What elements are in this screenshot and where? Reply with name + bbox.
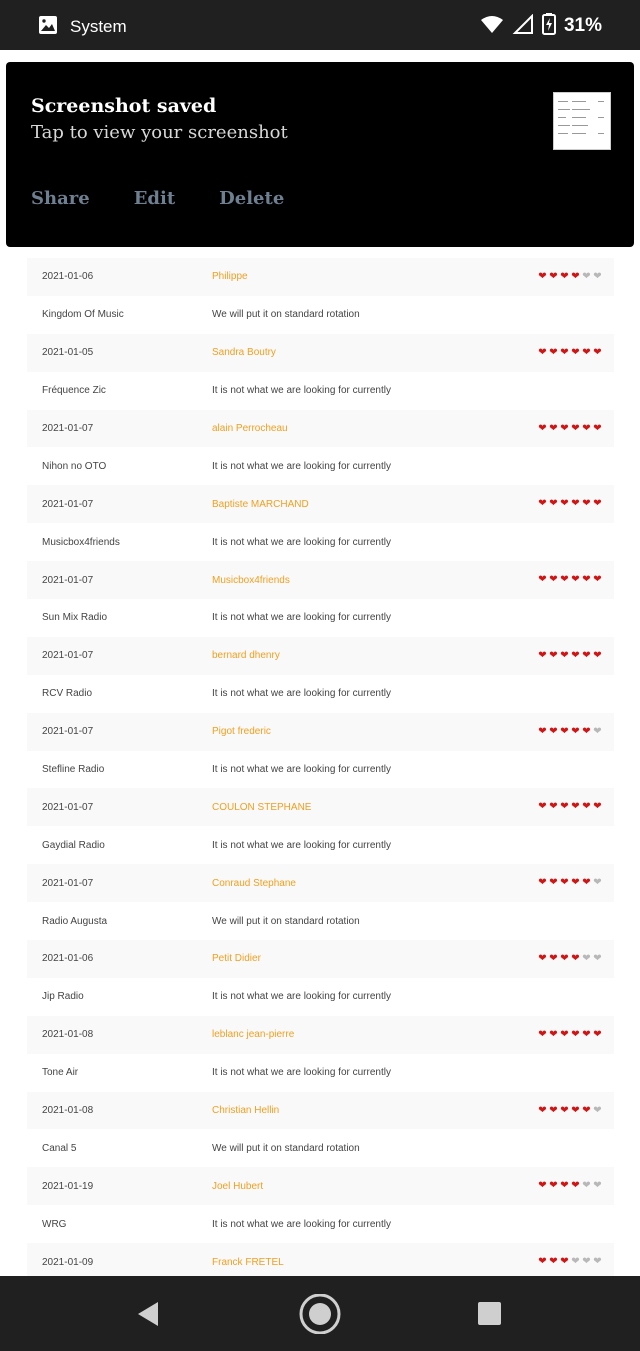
reviewer-name[interactable]: Christian Hellin (212, 1105, 280, 1117)
heart-full-icon: ❤ (549, 725, 558, 737)
station-row (27, 675, 614, 713)
heart-full-icon: ❤ (582, 498, 591, 510)
notification-title: Screenshot saved (31, 95, 217, 117)
heart-full-icon: ❤ (560, 1256, 569, 1268)
review-message: It is not what we are looking for currently (212, 1218, 391, 1230)
heart-full-icon: ❤ (538, 1180, 547, 1192)
heart-full-icon: ❤ (593, 574, 602, 586)
review-date: 2021-01-07 (42, 423, 94, 434)
heart-full-icon: ❤ (538, 952, 547, 964)
heart-full-icon: ❤ (560, 725, 569, 737)
heart-empty-icon: ❤ (593, 725, 602, 737)
heart-full-icon: ❤ (549, 952, 558, 964)
heart-full-icon: ❤ (582, 877, 591, 889)
heart-full-icon: ❤ (549, 574, 558, 586)
review-date: 2021-01-05 (42, 347, 94, 359)
heart-full-icon: ❤ (560, 952, 569, 964)
heart-full-icon: ❤ (582, 649, 591, 661)
rating-hearts (537, 499, 607, 509)
status-bar (0, 0, 640, 50)
heart-full-icon: ❤ (582, 725, 591, 737)
rating-hearts (537, 802, 607, 812)
heart-full-icon: ❤ (571, 422, 580, 434)
status-app-name: System (70, 17, 127, 36)
station-row (27, 1205, 614, 1243)
back-button[interactable] (134, 1294, 162, 1338)
station-name: Stefline Radio (42, 764, 105, 776)
heart-full-icon: ❤ (571, 346, 580, 358)
review-message: It is not what we are looking for currently (212, 764, 391, 776)
heart-full-icon: ❤ (582, 801, 591, 813)
rating-hearts (537, 651, 607, 661)
rating-hearts (537, 878, 607, 888)
heart-full-icon: ❤ (538, 801, 547, 813)
heart-full-icon: ❤ (560, 498, 569, 510)
heart-full-icon: ❤ (571, 1180, 580, 1192)
review-date: 2021-01-19 (42, 1180, 94, 1192)
review-message: It is not what we are looking for currently (212, 839, 391, 851)
heart-full-icon: ❤ (549, 801, 558, 813)
reviewer-name[interactable]: bernard dhenry (212, 650, 280, 662)
station-name: Gaydial Radio (42, 839, 105, 851)
station-name: Jip Radio (42, 991, 84, 1003)
station-name: Canal 5 (42, 1142, 77, 1154)
station-row (27, 826, 614, 864)
rating-hearts (537, 272, 607, 282)
reviewer-name[interactable]: COULON STEPHANE (212, 801, 312, 813)
screenshot-notification[interactable] (6, 62, 634, 247)
rating-hearts (537, 727, 607, 737)
heart-full-icon: ❤ (560, 422, 569, 434)
heart-full-icon: ❤ (538, 574, 547, 586)
heart-full-icon: ❤ (560, 1104, 569, 1116)
heart-full-icon: ❤ (549, 649, 558, 661)
review-message: It is not what we are looking for currently (212, 460, 391, 472)
station-name: Sun Mix Radio (42, 612, 108, 624)
rating-hearts (537, 424, 607, 434)
heart-full-icon: ❤ (538, 725, 547, 737)
heart-full-icon: ❤ (582, 574, 591, 586)
station-name: Musicbox4friends (42, 536, 120, 548)
review-row (27, 334, 614, 372)
image-icon (38, 15, 58, 39)
rating-hearts (537, 954, 607, 964)
home-button[interactable] (297, 1294, 343, 1338)
heart-full-icon: ❤ (571, 498, 580, 510)
heart-full-icon: ❤ (593, 346, 602, 358)
heart-full-icon: ❤ (593, 801, 602, 813)
heart-full-icon: ❤ (571, 574, 580, 586)
heart-empty-icon: ❤ (593, 952, 602, 964)
reviewer-name[interactable]: Franck FRETEL (212, 1256, 284, 1268)
heart-full-icon: ❤ (538, 649, 547, 661)
heart-full-icon: ❤ (538, 270, 547, 282)
heart-full-icon: ❤ (571, 1028, 580, 1040)
station-row (27, 447, 614, 485)
heart-full-icon: ❤ (560, 270, 569, 282)
review-message: It is not what we are looking for currently (212, 536, 391, 548)
heart-full-icon: ❤ (560, 1180, 569, 1192)
heart-full-icon: ❤ (582, 1028, 591, 1040)
heart-full-icon: ❤ (549, 1104, 558, 1116)
reviewer-name[interactable]: Philippe (212, 271, 248, 283)
reviewer-name[interactable]: alain Perrocheau (212, 423, 288, 434)
heart-empty-icon: ❤ (593, 1104, 602, 1116)
heart-full-icon: ❤ (549, 270, 558, 282)
station-row (27, 978, 614, 1016)
station-row (27, 902, 614, 940)
station-name: WRG (42, 1218, 67, 1230)
reviewer-name[interactable]: Sandra Boutry (212, 347, 276, 359)
heart-full-icon: ❤ (582, 422, 591, 434)
review-message: It is not what we are looking for currently (212, 688, 391, 700)
rating-hearts (537, 348, 607, 358)
station-name: Fréquence Zic (42, 385, 106, 397)
heart-empty-icon: ❤ (593, 1180, 602, 1192)
heart-full-icon: ❤ (571, 270, 580, 282)
review-message: It is not what we are looking for currently (212, 385, 391, 397)
heart-full-icon: ❤ (549, 422, 558, 434)
review-date: 2021-01-06 (42, 953, 94, 965)
heart-full-icon: ❤ (538, 877, 547, 889)
review-message: We will put it on standard rotation (212, 915, 360, 927)
heart-full-icon: ❤ (549, 1180, 558, 1192)
reviewer-name[interactable]: Joel Hubert (212, 1180, 264, 1192)
station-row (27, 599, 614, 637)
heart-full-icon: ❤ (571, 1104, 580, 1116)
heart-full-icon: ❤ (560, 346, 569, 358)
heart-empty-icon: ❤ (582, 1180, 591, 1192)
heart-full-icon: ❤ (582, 1104, 591, 1116)
review-date: 2021-01-07 (42, 498, 94, 510)
notification-subtitle: Tap to view your screenshot (31, 122, 288, 143)
review-row (27, 258, 614, 296)
review-date: 2021-01-08 (42, 1029, 94, 1041)
heart-empty-icon: ❤ (582, 270, 591, 282)
heart-full-icon: ❤ (549, 1256, 558, 1268)
heart-full-icon: ❤ (549, 1028, 558, 1040)
station-name: Radio Augusta (42, 915, 108, 927)
review-row (27, 864, 614, 902)
heart-full-icon: ❤ (582, 346, 591, 358)
heart-full-icon: ❤ (560, 877, 569, 889)
review-row (27, 940, 614, 978)
review-date: 2021-01-09 (42, 1256, 94, 1268)
share-button[interactable]: Share (31, 188, 90, 209)
heart-full-icon: ❤ (538, 422, 547, 434)
heart-full-icon: ❤ (571, 877, 580, 889)
wifi-icon (480, 14, 504, 38)
review-message: It is not what we are looking for currently (212, 1067, 391, 1079)
review-date: 2021-01-07 (42, 801, 94, 813)
review-row (27, 713, 614, 751)
reviewer-name[interactable]: Conraud Stephane (212, 877, 296, 889)
review-message: It is not what we are looking for currently (212, 991, 391, 1003)
battery-charging-icon (542, 13, 556, 39)
review-row (27, 788, 614, 826)
review-message: We will put it on standard rotation (212, 1142, 360, 1154)
station-row (27, 523, 614, 561)
heart-full-icon: ❤ (538, 346, 547, 358)
station-name: Tone Air (42, 1067, 79, 1079)
rating-hearts (537, 1257, 607, 1267)
heart-full-icon: ❤ (593, 649, 602, 661)
review-message: We will put it on standard rotation (212, 309, 360, 321)
review-date: 2021-01-07 (42, 726, 94, 738)
station-name: Nihon no OTO (42, 460, 107, 472)
heart-full-icon: ❤ (560, 1028, 569, 1040)
heart-full-icon: ❤ (538, 1256, 547, 1268)
station-name: RCV Radio (42, 688, 93, 700)
heart-full-icon: ❤ (560, 649, 569, 661)
reviewer-name[interactable]: Musicbox4friends (212, 574, 290, 586)
heart-full-icon: ❤ (560, 574, 569, 586)
review-message: It is not what we are looking for currently (212, 612, 391, 624)
review-date: 2021-01-08 (42, 1105, 94, 1117)
heart-full-icon: ❤ (549, 877, 558, 889)
review-date: 2021-01-07 (42, 574, 94, 586)
rating-hearts (537, 1030, 607, 1040)
heart-full-icon: ❤ (593, 1028, 602, 1040)
rating-hearts (537, 1181, 607, 1191)
heart-full-icon: ❤ (538, 1028, 547, 1040)
review-row (27, 561, 614, 599)
review-row (27, 1167, 614, 1205)
station-row (27, 372, 614, 410)
battery-percent: 31% (563, 15, 602, 36)
reviewer-name[interactable]: Petit Didier (212, 953, 261, 965)
heart-full-icon: ❤ (549, 498, 558, 510)
heart-full-icon: ❤ (571, 952, 580, 964)
review-row (27, 637, 614, 675)
heart-full-icon: ❤ (549, 346, 558, 358)
heart-empty-icon: ❤ (593, 1256, 602, 1268)
reviews-list (27, 258, 614, 1281)
heart-empty-icon: ❤ (582, 1256, 591, 1268)
station-row (27, 1054, 614, 1092)
review-row (27, 485, 614, 523)
cellular-signal-icon (512, 14, 534, 38)
delete-button[interactable]: Delete (219, 188, 285, 209)
heart-empty-icon: ❤ (593, 270, 602, 282)
heart-empty-icon: ❤ (571, 1256, 580, 1268)
station-row (27, 1129, 614, 1167)
heart-empty-icon: ❤ (582, 952, 591, 964)
navigation-bar (0, 1276, 640, 1351)
reviewer-name[interactable]: Pigot frederic (212, 726, 271, 738)
review-date: 2021-01-06 (42, 271, 94, 283)
heart-full-icon: ❤ (560, 801, 569, 813)
heart-full-icon: ❤ (571, 725, 580, 737)
station-row (27, 751, 614, 789)
heart-full-icon: ❤ (571, 801, 580, 813)
heart-empty-icon: ❤ (593, 877, 602, 889)
rating-hearts (537, 1106, 607, 1116)
heart-full-icon: ❤ (538, 1104, 547, 1116)
review-date: 2021-01-07 (42, 650, 94, 662)
heart-full-icon: ❤ (593, 422, 602, 434)
rating-hearts (537, 575, 607, 585)
review-row (27, 1092, 614, 1130)
reviewer-name[interactable]: Baptiste MARCHAND (212, 498, 309, 510)
edit-button[interactable]: Edit (133, 188, 176, 209)
review-date: 2021-01-07 (42, 877, 94, 889)
screenshot-thumbnail[interactable] (553, 92, 611, 150)
review-row (27, 410, 614, 448)
station-row (27, 296, 614, 334)
reviewer-name[interactable]: leblanc jean-pierre (212, 1029, 295, 1041)
recents-button[interactable] (477, 1294, 503, 1338)
heart-full-icon: ❤ (593, 498, 602, 510)
heart-full-icon: ❤ (571, 649, 580, 661)
heart-full-icon: ❤ (538, 498, 547, 510)
review-row (27, 1016, 614, 1054)
station-name: Kingdom Of Music (42, 309, 124, 321)
